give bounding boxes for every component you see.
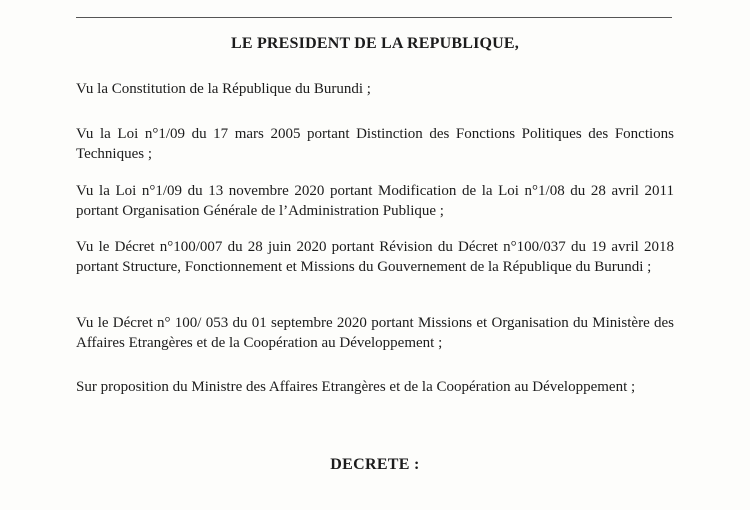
visa-constitution: Vu la Constitution de la République du Burundi ; <box>76 81 371 97</box>
visa-loi-2005: Vu la Loi n°1/09 du 17 mars 2005 portant Distinction des Fonctions Politiques des Fonctions Techniques ; <box>76 126 674 162</box>
document-heading: LE PRESIDENT DE LA REPUBLIQUE, <box>231 35 519 52</box>
visa-decret-2020-juin: Vu le Décret n°100/007 du 28 juin 2020 portant Révision du Décret n°100/037 du 19 avril 2018 portant Structure, Fonctionnement et Missions du Gouvernement de la République du Burundi ; <box>76 239 674 275</box>
top-rule <box>76 17 672 18</box>
visa-loi-2020: Vu la Loi n°1/09 du 13 novembre 2020 portant Modification de la Loi n°1/08 du 28 avril 2011 portant Organisation Générale de l’Administration Publique ; <box>76 183 674 219</box>
visa-decret-2020-septembre: Vu le Décret n° 100/ 053 du 01 septembre 2020 portant Missions et Organisation du Ministère des Affaires Etrangères et de la Coopération au Développement ; <box>76 315 674 351</box>
proposition-ministre: Sur proposition du Ministre des Affaires Etrangères et de la Coopération au Développement ; <box>76 379 636 395</box>
decision-heading: DECRETE : <box>330 456 420 473</box>
